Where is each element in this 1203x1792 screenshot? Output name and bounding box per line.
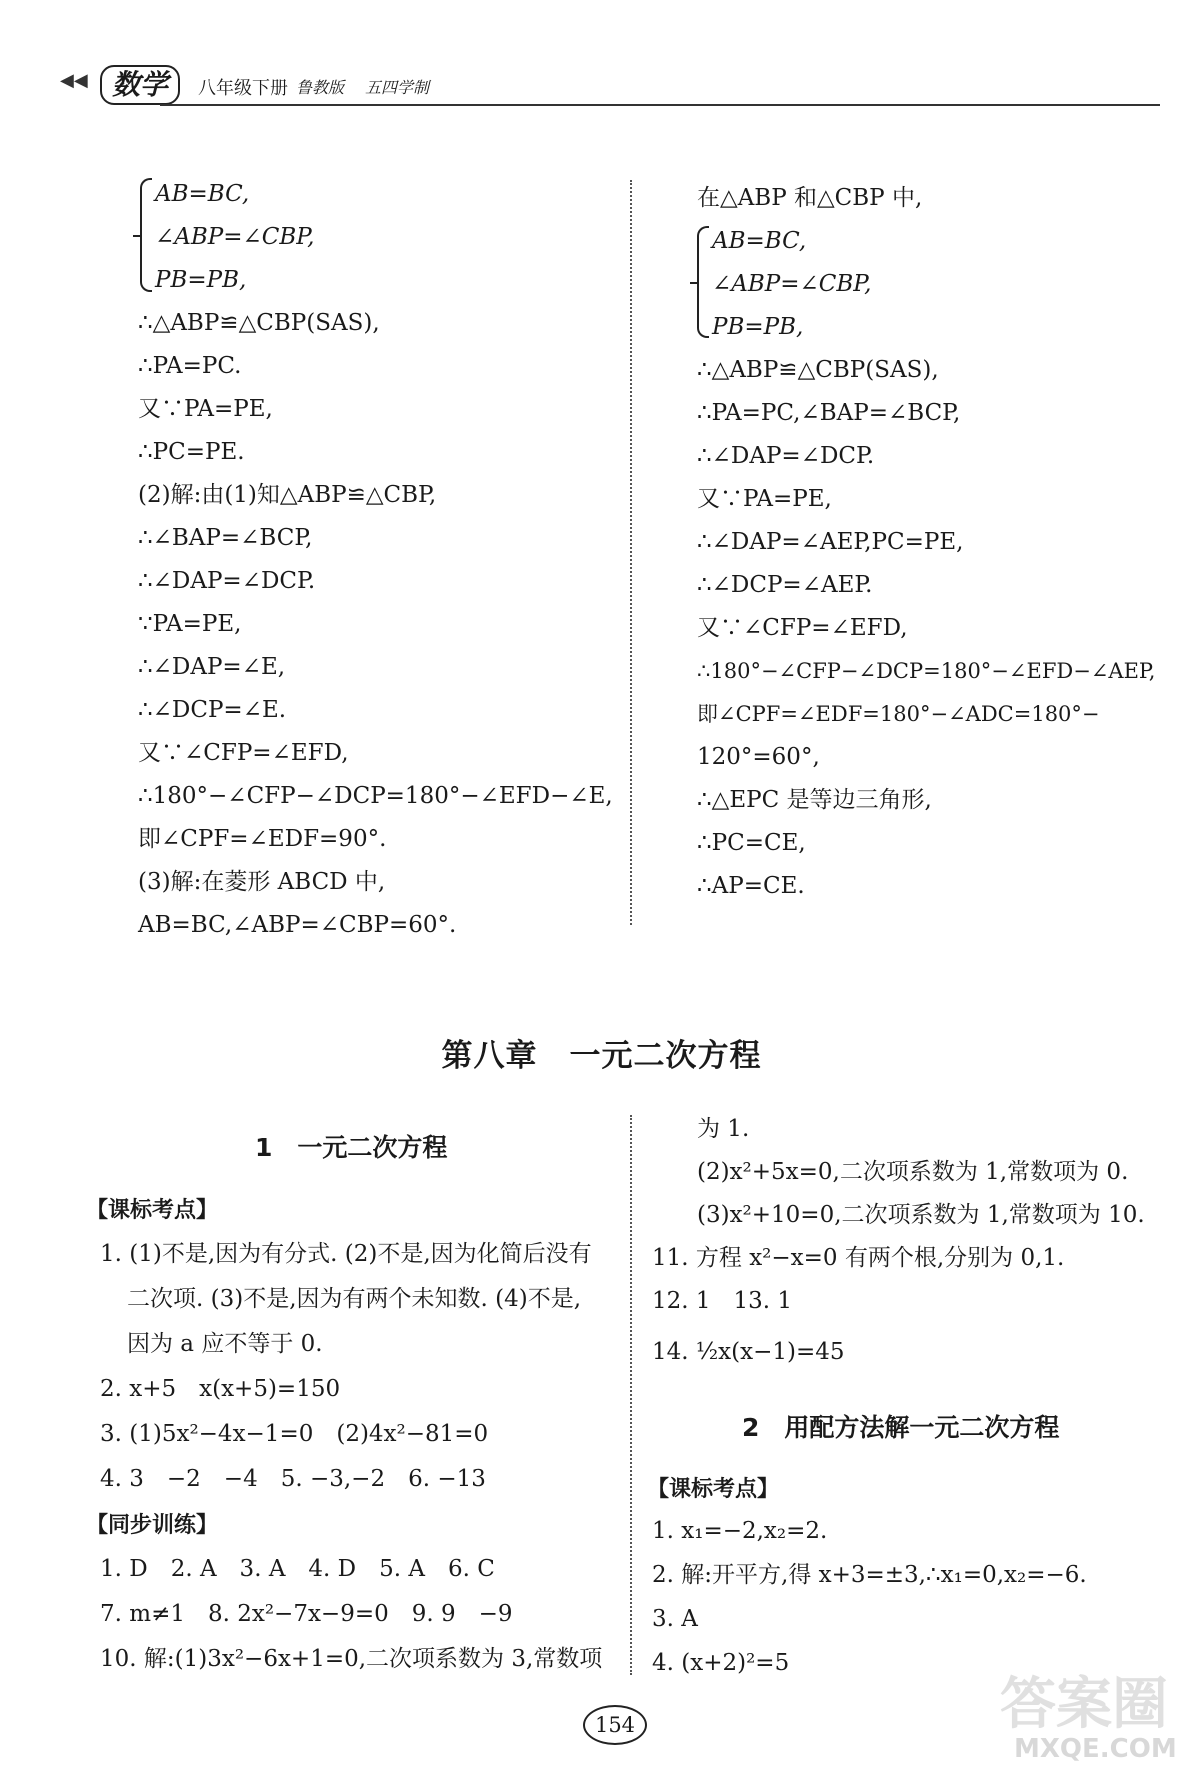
upper-left-line: ∴180°−∠CFP−∠DCP=180°−∠EFD−∠E,: [138, 783, 613, 809]
answer-line: 1. (1)不是,因为有分式. (2)不是,因为化简后没有: [100, 1241, 592, 1267]
upper-left-line: 即∠CPF=∠EDF=90°.: [138, 826, 387, 852]
upper-left-line: ∴△ABP≌△CBP(SAS),: [138, 310, 380, 336]
upper-left-line: ∴∠DCP=∠E.: [138, 697, 287, 723]
upper-left-line: AB=BC,∠ABP=∠CBP=60°.: [138, 912, 457, 938]
upper-left-line: 又∵∠CFP=∠EFD,: [138, 740, 349, 766]
section-tag: 【课标考点】: [86, 1198, 219, 1223]
answer-line: 12. 1 13. 1: [652, 1288, 793, 1314]
upper-right-line: PB=PB,: [712, 314, 804, 340]
section-title: 1 一元二次方程: [255, 1133, 448, 1162]
upper-right-line: ∴∠DCP=∠AEP.: [697, 572, 873, 598]
answer-line: 4. 3 −2 −4 5. −3,−2 6. −13: [100, 1466, 486, 1492]
edition-label: 鲁教版: [296, 78, 345, 97]
upper-right-line: ∴180°−∠CFP−∠DCP=180°−∠EFD−∠AEP,: [697, 659, 1156, 683]
upper-left-line: AB=BC,: [155, 181, 250, 207]
answer-line: 因为 a 应不等于 0.: [127, 1331, 323, 1357]
upper-left-line: ∴PA=PC.: [138, 353, 242, 379]
page-number: 154: [583, 1705, 647, 1745]
upper-left-line: ∴∠DAP=∠DCP.: [138, 568, 316, 594]
answer-line: (2)x²+5x=0,二次项系数为 1,常数项为 0.: [697, 1159, 1129, 1185]
upper-right-line: ∴PC=CE,: [697, 830, 806, 856]
upper-left-line: PB=PB,: [155, 267, 247, 293]
answer-line: 为 1.: [697, 1116, 750, 1142]
answer-line: 7. m≠1 8. 2x²−7x−9=0 9. 9 −9: [100, 1601, 513, 1627]
watermark-logo: [1000, 1660, 1190, 1780]
subject-badge: 数学: [100, 65, 180, 105]
answer-line: (3)x²+10=0,二次项系数为 1,常数项为 10.: [697, 1202, 1145, 1228]
upper-left-line: ∴∠BAP=∠BCP,: [138, 525, 313, 551]
upper-right-line: ∴AP=CE.: [697, 873, 805, 899]
answer-line: 11. 方程 x²−x=0 有两个根,分别为 0,1.: [652, 1245, 1065, 1271]
upper-right-line: 在△ABP 和△CBP 中,: [697, 185, 923, 211]
section-title: 2 用配方法解一元二次方程: [742, 1413, 1060, 1442]
upper-right-line: ∴△EPC 是等边三角形,: [697, 787, 932, 813]
upper-right-line: 120°=60°,: [697, 744, 820, 770]
watermark-url: MXQE.COM: [1014, 1734, 1177, 1764]
answer-line: 2. x+5 x(x+5)=150: [100, 1376, 341, 1402]
answer-line: 1. x₁=−2,x₂=2.: [652, 1518, 828, 1544]
system-label: 五四学制: [365, 78, 430, 97]
column-divider-upper: [630, 180, 632, 925]
section-tag: 【同步训练】: [86, 1513, 219, 1538]
system-brace: [140, 178, 152, 292]
upper-left-line: ∠ABP=∠CBP,: [155, 224, 315, 250]
upper-right-line: ∴∠DAP=∠AEP,PC=PE,: [697, 529, 964, 555]
upper-left-line: 又∵PA=PE,: [138, 396, 273, 422]
system-brace: [697, 226, 709, 338]
answer-line: 2. 解:开平方,得 x+3=±3,∴x₁=0,x₂=−6.: [652, 1562, 1087, 1588]
upper-right-line: ∴∠DAP=∠DCP.: [697, 443, 875, 469]
upper-right-line: ∠ABP=∠CBP,: [712, 271, 872, 297]
upper-left-line: (2)解:由(1)知△ABP≌△CBP,: [138, 482, 437, 508]
grade-label: 八年级下册: [198, 78, 288, 99]
column-divider-lower: [630, 1115, 632, 1675]
upper-right-line: ∴△ABP≌△CBP(SAS),: [697, 357, 939, 383]
answer-line: 二次项. (3)不是,因为有两个未知数. (4)不是,: [127, 1286, 582, 1312]
answer-line: 3. (1)5x²−4x−1=0 (2)4x²−81=0: [100, 1421, 489, 1447]
upper-left-line: (3)解:在菱形 ABCD 中,: [138, 869, 386, 895]
answer-line: 3. A: [652, 1606, 698, 1632]
upper-left-line: ∴∠DAP=∠E,: [138, 654, 286, 680]
section-tag: 【课标考点】: [647, 1477, 780, 1502]
arrow-mark-icon: ◀◀: [60, 70, 88, 91]
answer-line: 10. 解:(1)3x²−6x+1=0,二次项系数为 3,常数项: [100, 1646, 603, 1672]
upper-right-line: 又∵PA=PE,: [697, 486, 832, 512]
upper-right-line: 即∠CPF=∠EDF=180°−∠ADC=180°−: [697, 702, 1100, 726]
upper-right-line: ∴PA=PC,∠BAP=∠BCP,: [697, 400, 961, 426]
upper-right-line: AB=BC,: [712, 228, 807, 254]
answer-line: 14. ½x(x−1)=45: [652, 1339, 845, 1365]
header-rule: [160, 104, 1160, 106]
upper-right-line: 又∵∠CFP=∠EFD,: [697, 615, 908, 641]
answer-line: 4. (x+2)²=5: [652, 1650, 790, 1676]
answer-line: 1. D 2. A 3. A 4. D 5. A 6. C: [100, 1556, 495, 1582]
upper-left-line: ∵PA=PE,: [138, 611, 242, 637]
upper-left-line: ∴PC=PE.: [138, 439, 245, 465]
watermark-text: 答案圈: [1000, 1672, 1168, 1737]
chapter-title: 第八章 一元二次方程: [441, 1038, 762, 1074]
